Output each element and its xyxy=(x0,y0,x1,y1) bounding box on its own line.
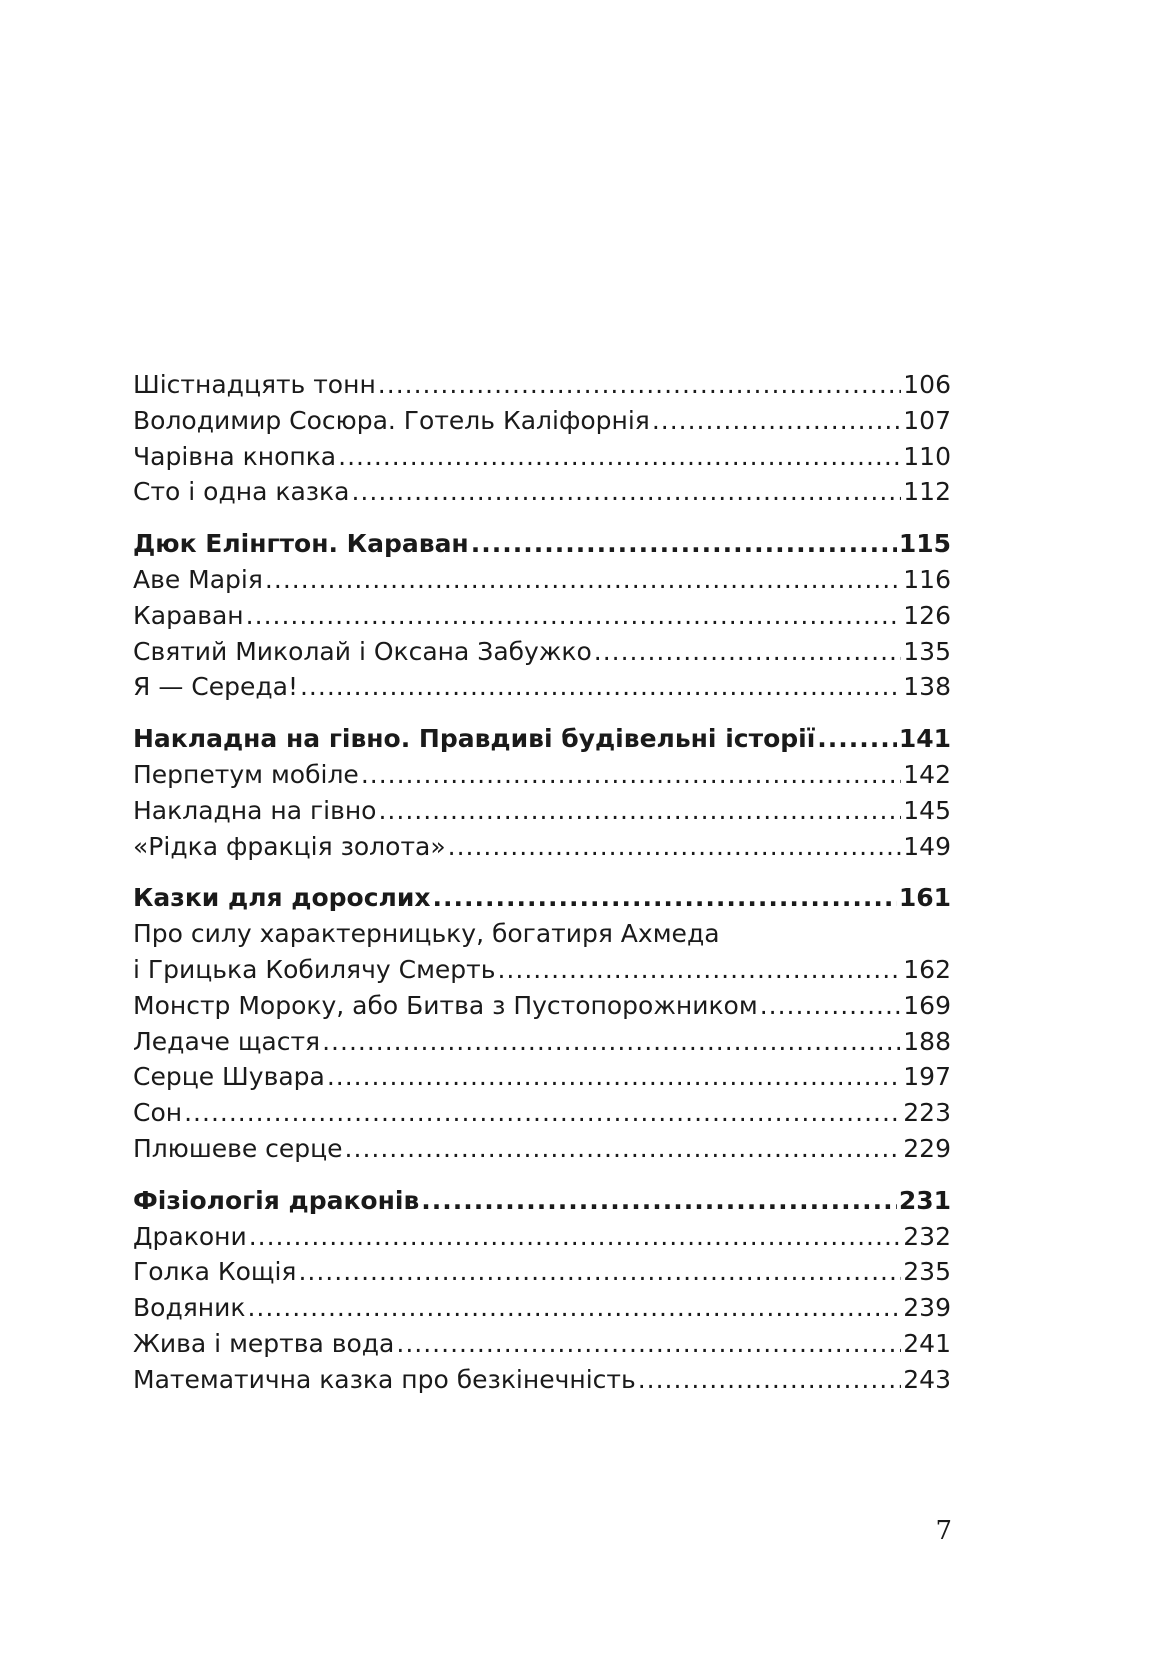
toc-entry-title: Святий Миколай і Оксана Забужко xyxy=(133,636,592,666)
toc-leader-dots xyxy=(246,598,902,634)
toc-entry-title: Сто і одна казка xyxy=(133,477,350,507)
toc-section-heading[interactable] xyxy=(133,880,951,916)
toc-leader-dots xyxy=(760,988,902,1024)
toc-leader-dots xyxy=(338,439,901,475)
page-number: 7 xyxy=(935,1516,952,1546)
toc-entry-page: 142 xyxy=(903,759,951,789)
toc-entry[interactable] xyxy=(133,1254,951,1290)
toc-entry-title: «Рідка фракція золота» xyxy=(133,831,446,861)
toc-entry-title: Я — Середа! xyxy=(133,672,298,702)
toc-entry-title: Аве Марія xyxy=(133,564,263,594)
toc-leader-dots xyxy=(497,952,901,988)
toc-entry-title: Жива і мертва вода xyxy=(133,1328,395,1358)
toc-entry[interactable] xyxy=(133,829,951,865)
toc-entry-page: 188 xyxy=(903,1026,951,1056)
toc-entry-title: Плюшеве серце xyxy=(133,1133,343,1163)
toc-entry[interactable] xyxy=(133,634,951,670)
toc-entry-title: і Грицька Кобилячу Смерть xyxy=(133,954,496,984)
toc-entry-page: 241 xyxy=(903,1328,951,1358)
toc-leader-dots xyxy=(378,367,901,403)
toc-entry-line[interactable] xyxy=(133,916,951,952)
toc-entry-page: 169 xyxy=(903,990,951,1020)
toc-leader-dots xyxy=(817,721,897,757)
toc-entry-page: 115 xyxy=(898,529,951,559)
toc-entry-page: 232 xyxy=(903,1221,951,1251)
toc-entry-page: 145 xyxy=(903,795,951,825)
toc-leader-dots xyxy=(421,1183,897,1219)
toc-entry-title: Володимир Сосюра. Готель Каліфорнія xyxy=(133,405,650,435)
toc-entry[interactable] xyxy=(133,1131,951,1167)
toc-entry-title: Водяник xyxy=(133,1293,246,1323)
toc-entry-title: Сон xyxy=(133,1098,183,1128)
toc-entry-title: Караван xyxy=(133,600,244,630)
toc-entry[interactable] xyxy=(133,952,951,988)
toc-entry-page: 235 xyxy=(903,1257,951,1287)
toc-entry[interactable] xyxy=(133,1219,951,1255)
toc-entry[interactable] xyxy=(133,598,951,634)
toc-leader-dots xyxy=(638,1362,902,1398)
toc-leader-dots xyxy=(351,474,901,510)
toc-entry-title: Математична казка про безкінечність xyxy=(133,1364,636,1394)
toc-leader-dots xyxy=(298,1254,901,1290)
toc-entry-page: 197 xyxy=(903,1062,951,1092)
toc-entry-page: 229 xyxy=(903,1133,951,1163)
toc-entry-title: Серце Шувара xyxy=(133,1062,325,1092)
toc-entry-page: 107 xyxy=(903,405,951,435)
toc-section-heading[interactable] xyxy=(133,721,951,757)
toc-entry-page: 161 xyxy=(898,883,951,913)
toc-entry-title: Шістнадцять тонн xyxy=(133,370,376,399)
toc-entry[interactable] xyxy=(133,367,951,403)
toc-entry[interactable] xyxy=(133,1024,951,1060)
toc-section-heading[interactable] xyxy=(133,1183,951,1219)
toc-entry-page: 106 xyxy=(903,370,951,399)
toc-entry-page: 243 xyxy=(903,1364,951,1394)
toc-leader-dots xyxy=(184,1095,901,1131)
toc-entry-page: 112 xyxy=(903,477,951,507)
toc-entry-title: Накладна на гівно. Правдиві будівельні історії xyxy=(133,724,816,754)
toc-leader-dots xyxy=(378,793,901,829)
toc-entry-page: 126 xyxy=(903,600,951,630)
toc-entry-page: 116 xyxy=(903,564,951,594)
toc-entry[interactable] xyxy=(133,757,951,793)
toc-leader-dots xyxy=(265,562,901,598)
toc-entry-page: 138 xyxy=(903,672,951,702)
toc-entry-page: 110 xyxy=(903,441,951,471)
toc-entry-title: Дюк Елінгтон. Караван xyxy=(133,529,469,559)
toc-entry[interactable] xyxy=(133,793,951,829)
toc-entry-title: Перпетум мобіле xyxy=(133,759,359,789)
toc-leader-dots xyxy=(322,1024,901,1060)
toc-leader-dots xyxy=(433,880,897,916)
toc-leader-dots xyxy=(594,634,902,670)
toc-entry-title: Накладна на гівно xyxy=(133,795,377,825)
toc-entry[interactable] xyxy=(133,988,951,1024)
toc-entry-title: Голка Кощія xyxy=(133,1257,297,1287)
toc-leader-dots xyxy=(448,829,902,865)
toc-entry-page: 231 xyxy=(898,1185,951,1215)
toc-entry-page: 149 xyxy=(903,831,951,861)
toc-entry-page: 239 xyxy=(903,1293,951,1323)
toc-entry[interactable] xyxy=(133,1326,951,1362)
toc-entry-page: 141 xyxy=(898,724,951,754)
toc-leader-dots xyxy=(247,1290,901,1326)
toc-leader-dots xyxy=(300,669,901,705)
toc-leader-dots xyxy=(327,1059,901,1095)
table-of-contents xyxy=(133,367,951,1398)
toc-entry[interactable] xyxy=(133,403,951,439)
toc-leader-dots xyxy=(345,1131,902,1167)
toc-entry-page: 162 xyxy=(903,954,951,984)
toc-entry[interactable] xyxy=(133,1059,951,1095)
toc-entry-title: Казки для дорослих xyxy=(133,883,431,913)
toc-entry[interactable] xyxy=(133,474,951,510)
toc-entry-page: 135 xyxy=(903,636,951,666)
toc-leader-dots xyxy=(361,757,901,793)
toc-entry[interactable] xyxy=(133,562,951,598)
toc-entry[interactable] xyxy=(133,1362,951,1398)
toc-entry[interactable] xyxy=(133,439,951,475)
toc-entry-title: Ледаче щастя xyxy=(133,1026,321,1056)
toc-entry-title: Монстр Мороку, або Битва з Пустопорожником xyxy=(133,990,758,1020)
toc-entry-title: Дракони xyxy=(133,1221,247,1251)
toc-entry-title: Фізіологія драконів xyxy=(133,1185,420,1215)
toc-section-heading[interactable] xyxy=(133,526,951,562)
toc-leader-dots xyxy=(396,1326,901,1362)
toc-entry[interactable] xyxy=(133,1290,951,1326)
toc-leader-dots xyxy=(471,526,897,562)
toc-entry-title: Про силу характерницьку, богатиря Ахмеда xyxy=(133,919,720,949)
toc-entry[interactable] xyxy=(133,669,951,705)
toc-entry[interactable] xyxy=(133,1095,951,1131)
toc-entry-page: 223 xyxy=(903,1098,951,1128)
toc-entry-title: Чарівна кнопка xyxy=(133,441,337,471)
toc-leader-dots xyxy=(652,403,901,439)
toc-leader-dots xyxy=(249,1219,902,1255)
